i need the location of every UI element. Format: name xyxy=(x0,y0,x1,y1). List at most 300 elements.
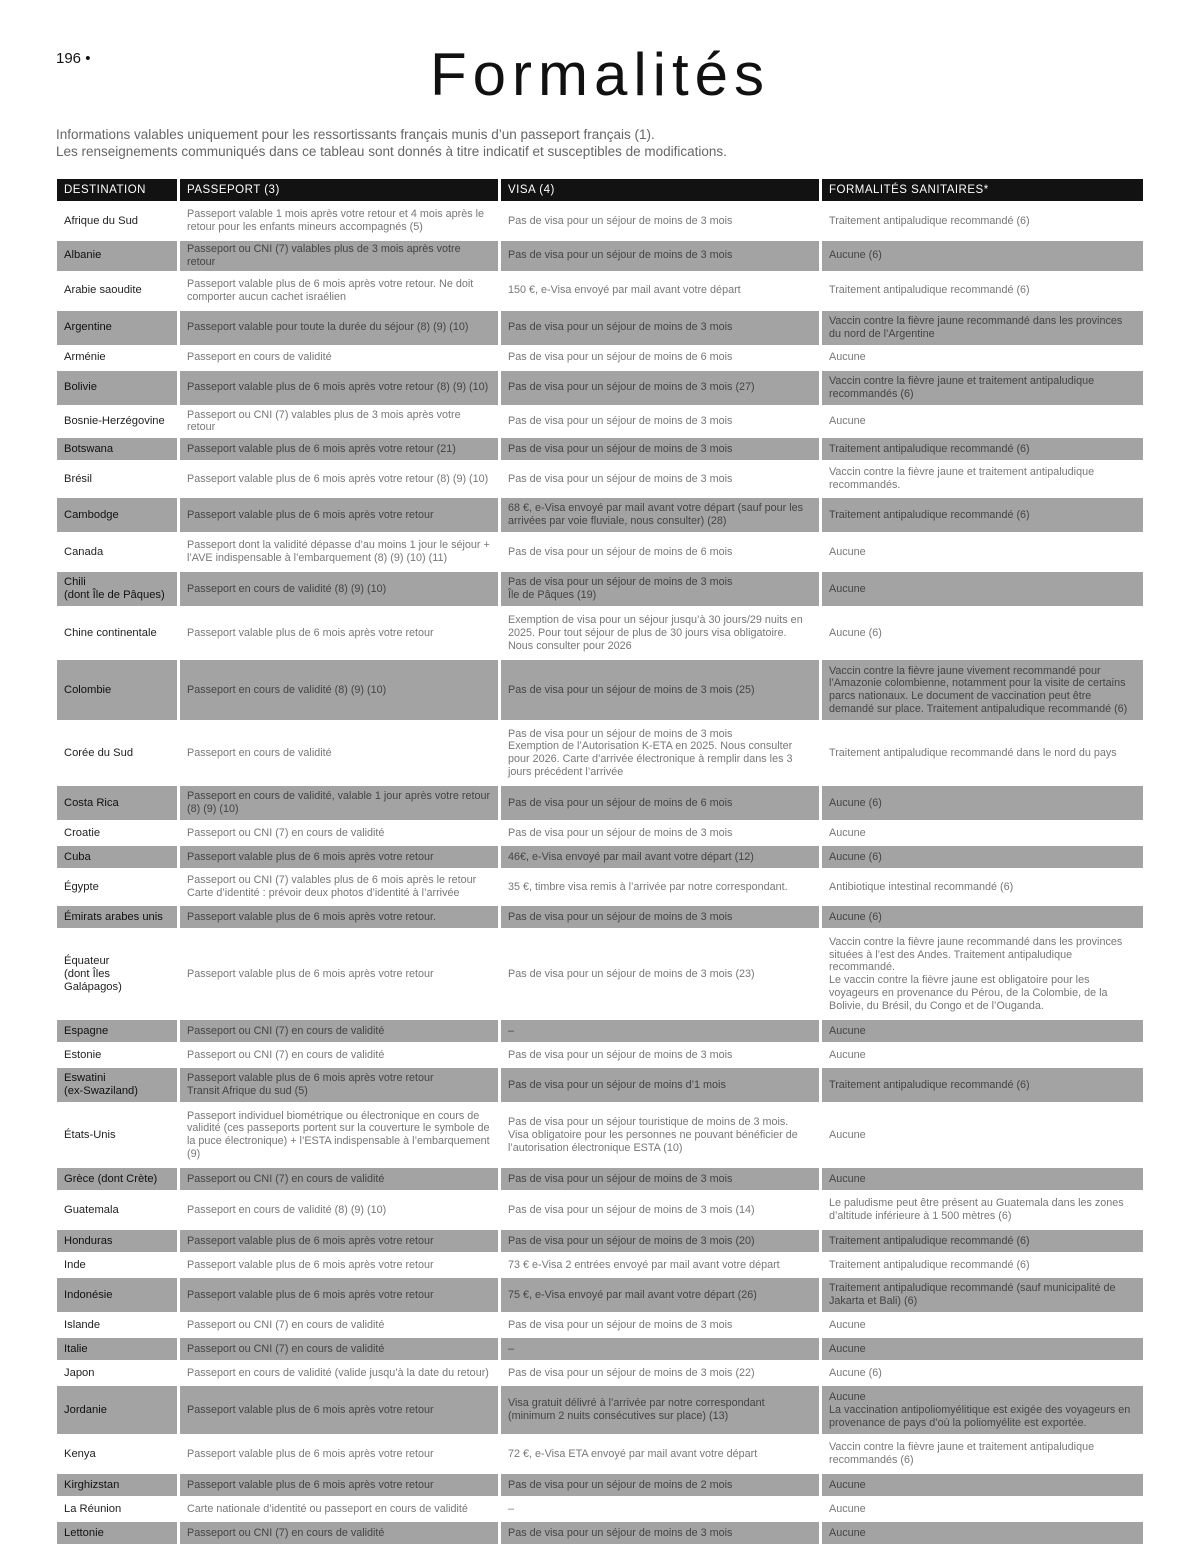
cell-text: Aucune (6) xyxy=(829,626,882,639)
health-cell xyxy=(822,820,1143,844)
cell-text: 75 €, e-Visa envoyé par mail avant votre départ (26) xyxy=(508,1288,757,1301)
health-cell xyxy=(822,904,1143,928)
visa-cell xyxy=(501,405,822,437)
destination-cell xyxy=(57,1042,180,1066)
health-cell xyxy=(822,606,1143,658)
visa-cell xyxy=(501,1228,822,1252)
cell-text: Aucune xyxy=(829,1048,866,1061)
destination-cell xyxy=(57,606,180,658)
cell-text: Passeport valable plus de 6 mois après votre retour. xyxy=(187,910,437,923)
destination-cell xyxy=(57,201,180,239)
cell-text: Île de Pâques (19) xyxy=(508,589,597,602)
cell-text: Passeport ou CNI (7) en cours de validité xyxy=(187,1024,385,1037)
cell-text: Pas de visa pour un séjour de moins de 6 mois xyxy=(508,796,733,809)
cell-text: Pas de visa pour un séjour de moins de 6 mois xyxy=(508,545,733,558)
table-row xyxy=(57,201,1143,239)
cell-text: Passeport valable plus de 6 mois après votre retour xyxy=(187,1258,434,1271)
cell-text: Pas de visa pour un séjour de moins de 3 mois xyxy=(508,249,733,262)
cell-text: Passeport dont la validité dépasse d’au moins 1 jour le séjour + l’AVE indispensable à l’embarquement (8) (9) (10) (11) xyxy=(187,539,490,565)
passport-cell xyxy=(180,1042,501,1066)
table-row xyxy=(57,868,1143,904)
cell-text: Passeport en cours de validité xyxy=(187,351,332,364)
passport-cell xyxy=(180,271,501,309)
cell-text: 46€, e-Visa envoyé par mail avant votre départ (12) xyxy=(508,850,754,863)
cell-text: Pas de visa pour un séjour de moins de 3 mois xyxy=(508,214,733,227)
visa-cell xyxy=(501,1190,822,1228)
visa-cell xyxy=(501,1042,822,1066)
health-cell xyxy=(822,369,1143,405)
cell-text: Passeport ou CNI (7) en cours de validité xyxy=(187,826,385,839)
health-cell xyxy=(822,1228,1143,1252)
visa-cell xyxy=(501,532,822,570)
cell-text: Passeport ou CNI (7) en cours de validité xyxy=(187,1526,385,1539)
table-row xyxy=(57,496,1143,532)
cell-text: Pas de visa pour un séjour de moins d’1 mois xyxy=(508,1078,726,1091)
passport-cell xyxy=(180,369,501,405)
cell-text: Vaccin contre la fièvre jaune vivement recommandé pour l’Amazonie colombienne, notamment pour la visite de certains parcs nationaux. Le document de vaccination peut être demandé sur place. Traitement antipaludique recommandé (6) xyxy=(829,664,1128,715)
destination-cell xyxy=(57,784,180,820)
cell-text: Pas de visa pour un séjour touristique de moins de 3 mois. Visa obligatoire pour les personnes ne pouvant bénéficier de l’autorisation électronique ESTA (10) xyxy=(508,1115,798,1154)
passport-cell xyxy=(180,460,501,496)
destination-cell xyxy=(57,1434,180,1472)
table-row xyxy=(57,1228,1143,1252)
table-row xyxy=(57,1102,1143,1166)
visa-cell xyxy=(501,658,822,720)
table-row xyxy=(57,1336,1143,1360)
passport-cell xyxy=(180,345,501,369)
health-cell xyxy=(822,1520,1143,1544)
passport-cell xyxy=(180,1520,501,1544)
cell-text: Le vaccin contre la fièvre jaune est obligatoire pour les voyageurs en provenance du Pérou, de la Colombie, de la Bolivie, du Brésil, du Congo et de l’Ouganda. xyxy=(829,974,1108,1012)
passport-cell xyxy=(180,1228,501,1252)
cell-text: Corée du Sud xyxy=(64,746,134,759)
health-cell xyxy=(822,496,1143,532)
cell-text: Passeport valable plus de 6 mois après votre retour (8) (9) (10) xyxy=(187,472,489,485)
cell-text: Aucune (6) xyxy=(829,1366,882,1379)
destination-cell xyxy=(57,1102,180,1166)
passport-cell xyxy=(180,1312,501,1336)
cell-text: Espagne xyxy=(64,1024,109,1037)
cell-text: Passeport en cours de validité (8) (9) (10) xyxy=(187,683,387,696)
cell-text: Passeport valable plus de 6 mois après votre retour xyxy=(187,1447,434,1460)
visa-cell xyxy=(501,1336,822,1360)
destination-cell xyxy=(57,436,180,460)
destination-cell xyxy=(57,1472,180,1496)
destination-cell xyxy=(57,369,180,405)
intro-line: Les renseignements communiqués dans ce tableau sont donnés à titre indicatif et susceptibles de modifications. xyxy=(56,144,727,159)
cell-text: Pas de visa pour un séjour de moins de 3 mois xyxy=(508,414,733,427)
passport-cell xyxy=(180,658,501,720)
cell-text: Chine continentale xyxy=(64,626,157,639)
cell-text: Traitement antipaludique recommandé dans le nord du pays xyxy=(829,746,1117,759)
destination-cell xyxy=(57,1228,180,1252)
table-row xyxy=(57,436,1143,460)
passport-cell xyxy=(180,784,501,820)
passport-cell xyxy=(180,1336,501,1360)
health-cell xyxy=(822,1042,1143,1066)
health-cell xyxy=(822,928,1143,1018)
passport-cell xyxy=(180,904,501,928)
health-cell xyxy=(822,239,1143,271)
table-row xyxy=(57,1520,1143,1544)
cell-text: Passeport valable plus de 6 mois après votre retour xyxy=(187,1478,434,1491)
cell-text: Passeport ou CNI (7) valables plus de 3 mois après votre retour xyxy=(187,243,461,268)
table-row xyxy=(57,1434,1143,1472)
cell-text: Bolivie xyxy=(64,381,97,394)
cell-text: Passeport en cours de validité (8) (9) (10) xyxy=(187,1203,387,1216)
cell-text: Italie xyxy=(64,1342,88,1355)
cell-text: Visa gratuit délivré à l’arrivée par notre correspondant (minimum 2 nuits consécutives sur place) (13) xyxy=(508,1397,765,1423)
cell-text: Aucune (6) xyxy=(829,249,882,262)
cell-text: Émirats arabes unis xyxy=(64,910,163,923)
visa-cell xyxy=(501,1252,822,1276)
visa-cell xyxy=(501,1360,822,1384)
health-cell xyxy=(822,271,1143,309)
cell-text: Bosnie-Herzégovine xyxy=(64,414,165,427)
destination-cell xyxy=(57,1190,180,1228)
destination-cell xyxy=(57,1252,180,1276)
visa-cell xyxy=(501,369,822,405)
table-row xyxy=(57,1360,1143,1384)
destination-cell xyxy=(57,1166,180,1190)
cell-text: Pas de visa pour un séjour de moins de 3 mois xyxy=(508,910,733,923)
visa-cell xyxy=(501,1472,822,1496)
cell-text: Passeport en cours de validité xyxy=(187,746,332,759)
destination-cell xyxy=(57,496,180,532)
visa-cell xyxy=(501,271,822,309)
formalities-table xyxy=(57,179,1143,1544)
header-passport: PASSEPORT (3) xyxy=(180,179,501,201)
cell-text: Passeport valable plus de 6 mois après votre retour xyxy=(187,1403,434,1416)
passport-cell xyxy=(180,1166,501,1190)
cell-text: Cambodge xyxy=(64,508,119,521)
table-row xyxy=(57,844,1143,868)
destination-cell xyxy=(57,1276,180,1312)
health-cell xyxy=(822,1276,1143,1312)
cell-text: Aucune xyxy=(829,1390,866,1403)
visa-cell xyxy=(501,1384,822,1434)
health-cell xyxy=(822,1190,1143,1228)
table-row xyxy=(57,271,1143,309)
cell-text: Pas de visa pour un séjour de moins de 3 mois xyxy=(508,472,733,485)
cell-text: Inde xyxy=(64,1258,86,1271)
cell-text: Passeport ou CNI (7) valables plus de 3 mois après votre retour xyxy=(187,408,461,434)
cell-text: Kirghizstan xyxy=(64,1478,120,1491)
cell-text: (dont Île de Pâques) xyxy=(64,589,165,602)
cell-text: Pas de visa pour un séjour de moins de 2 mois xyxy=(508,1478,733,1491)
passport-cell xyxy=(180,1018,501,1042)
cell-text: Passeport en cours de validité (valide jusqu’à la date du retour) xyxy=(187,1366,489,1379)
passport-cell xyxy=(180,532,501,570)
cell-text: Passeport ou CNI (7) en cours de validité xyxy=(187,1172,385,1185)
table-row xyxy=(57,820,1143,844)
cell-text: Honduras xyxy=(64,1234,113,1247)
cell-text: Passeport ou CNI (7) en cours de validité xyxy=(187,1048,385,1061)
health-cell xyxy=(822,345,1143,369)
table-row xyxy=(57,1042,1143,1066)
cell-text: États-Unis xyxy=(64,1128,116,1141)
cell-text: Passeport valable plus de 6 mois après votre retour xyxy=(187,1234,434,1247)
cell-text: 150 €, e-Visa envoyé par mail avant votre départ xyxy=(508,284,741,297)
visa-cell xyxy=(501,720,822,784)
destination-cell xyxy=(57,271,180,309)
destination-cell xyxy=(57,460,180,496)
visa-cell xyxy=(501,820,822,844)
cell-text: Vaccin contre la fièvre jaune et traitement antipaludique recommandés. xyxy=(829,466,1095,492)
cell-text: – xyxy=(508,1342,515,1355)
destination-cell xyxy=(57,532,180,570)
passport-cell xyxy=(180,820,501,844)
destination-cell xyxy=(57,658,180,720)
table-row xyxy=(57,345,1143,369)
destination-cell xyxy=(57,1066,180,1102)
destination-cell xyxy=(57,820,180,844)
cell-text: Traitement antipaludique recommandé (6) xyxy=(829,1078,1030,1091)
cell-text: Lettonie xyxy=(64,1526,104,1539)
cell-text: Brésil xyxy=(64,472,92,485)
cell-text: Vaccin contre la fièvre jaune recommandé dans les provinces situées à l’est des Andes. Traitement antipaludique recommandé. xyxy=(829,935,1123,974)
table-row xyxy=(57,570,1143,606)
cell-text: 72 €, e-Visa ETA envoyé par mail avant votre départ xyxy=(508,1447,758,1460)
cell-text: Traitement antipaludique recommandé (6) xyxy=(829,508,1030,521)
table-row xyxy=(57,1066,1143,1102)
cell-text: Aucune xyxy=(829,1172,866,1185)
table-row xyxy=(57,658,1143,720)
cell-text: Argentine xyxy=(64,321,112,334)
passport-cell xyxy=(180,928,501,1018)
visa-cell xyxy=(501,844,822,868)
cell-text: Colombie xyxy=(64,683,112,696)
visa-cell xyxy=(501,436,822,460)
cell-text: Passeport valable plus de 6 mois après votre retour xyxy=(187,1072,434,1085)
health-cell xyxy=(822,1384,1143,1434)
cell-text: Kenya xyxy=(64,1447,96,1460)
cell-text: Cuba xyxy=(64,850,91,863)
cell-text: Eswatini xyxy=(64,1072,106,1085)
table-row xyxy=(57,369,1143,405)
cell-text: Exemption de l’Autorisation K-ETA en 2025. Nous consulter pour 2026. Carte d’arrivée électronique à remplir dans les 3 jours précédent l’arrivée xyxy=(508,740,793,778)
cell-text: Pas de visa pour un séjour de moins de 3 mois xyxy=(508,1318,733,1331)
passport-cell xyxy=(180,1360,501,1384)
visa-cell xyxy=(501,345,822,369)
cell-text: Passeport ou CNI (7) en cours de validité xyxy=(187,1318,385,1331)
cell-text: Pas de visa pour un séjour de moins de 3 mois (20) xyxy=(508,1234,755,1247)
destination-cell xyxy=(57,239,180,271)
table-row xyxy=(57,1276,1143,1312)
passport-cell xyxy=(180,1102,501,1166)
cell-text: Transit Afrique du sud (5) xyxy=(187,1085,308,1098)
destination-cell xyxy=(57,1384,180,1434)
health-cell xyxy=(822,1496,1143,1520)
cell-text: Aucune xyxy=(829,582,866,595)
table-row xyxy=(57,460,1143,496)
cell-text: Aucune xyxy=(829,1502,866,1515)
table-row xyxy=(57,904,1143,928)
cell-text: Carte nationale d’identité ou passeport en cours de validité xyxy=(187,1502,468,1515)
cell-text: (ex-Swaziland) xyxy=(64,1085,138,1098)
cell-text: Pas de visa pour un séjour de moins de 3 mois xyxy=(508,1172,733,1185)
cell-text: Chili xyxy=(64,576,86,589)
passport-cell xyxy=(180,1472,501,1496)
cell-text: 73 € e-Visa 2 entrées envoyé par mail avant votre départ xyxy=(508,1258,780,1271)
passport-cell xyxy=(180,868,501,904)
cell-text: Vaccin contre la fièvre jaune recommandé dans les provinces du nord de l’Argentine xyxy=(829,314,1123,340)
cell-text: Aucune xyxy=(829,1128,866,1141)
cell-text: Traitement antipaludique recommandé (6) xyxy=(829,1258,1030,1271)
cell-text: Aucune xyxy=(829,545,866,558)
cell-text: – xyxy=(508,1502,515,1515)
header-visa: VISA (4) xyxy=(501,179,822,201)
cell-text: Grèce (dont Crète) xyxy=(64,1172,158,1185)
health-cell xyxy=(822,1066,1143,1102)
cell-text: Estonie xyxy=(64,1048,102,1061)
passport-cell xyxy=(180,844,501,868)
passport-cell xyxy=(180,1384,501,1434)
cell-text: Vaccin contre la fièvre jaune et traitement antipaludique recommandés (6) xyxy=(829,374,1095,400)
passport-cell xyxy=(180,1190,501,1228)
cell-text: Pas de visa pour un séjour de moins de 3 mois xyxy=(508,1048,733,1061)
passport-cell xyxy=(180,201,501,239)
passport-cell xyxy=(180,1066,501,1102)
cell-text: Aucune xyxy=(829,1526,866,1539)
health-cell xyxy=(822,309,1143,345)
visa-cell xyxy=(501,928,822,1018)
passport-cell xyxy=(180,436,501,460)
cell-text: Passeport valable pour toute la durée du séjour (8) (9) (10) xyxy=(187,321,469,334)
table-row xyxy=(57,1312,1143,1336)
cell-text: Islande xyxy=(64,1318,101,1331)
page-title: Formalités xyxy=(429,41,771,108)
destination-cell xyxy=(57,309,180,345)
cell-text: Aucune xyxy=(829,1318,866,1331)
visa-cell xyxy=(501,496,822,532)
cell-text: Pas de visa pour un séjour de moins de 3 mois (23) xyxy=(508,967,755,980)
visa-cell xyxy=(501,904,822,928)
health-cell xyxy=(822,720,1143,784)
cell-text: (dont Îles Galápagos) xyxy=(64,967,122,993)
cell-text: Afrique du Sud xyxy=(64,214,139,227)
cell-text: Passeport individuel biométrique ou électronique en cours de validité (ces passeports portent sur la couverture le symbole de la puce électronique) + l’ESTA indispensable à l’embarquement (9) xyxy=(187,1109,490,1160)
cell-text: Aucune xyxy=(829,1478,866,1491)
destination-cell xyxy=(57,405,180,437)
passport-cell xyxy=(180,1276,501,1312)
cell-text: Passeport valable plus de 6 mois après votre retour (8) (9) (10) xyxy=(187,381,489,394)
destination-cell xyxy=(57,928,180,1018)
cell-text: Canada xyxy=(64,545,104,558)
health-cell xyxy=(822,868,1143,904)
visa-cell xyxy=(501,239,822,271)
destination-cell xyxy=(57,1496,180,1520)
table-row xyxy=(57,928,1143,1018)
table-row xyxy=(57,532,1143,570)
table-row xyxy=(57,239,1143,271)
cell-text: Jordanie xyxy=(64,1403,107,1416)
visa-cell xyxy=(501,868,822,904)
destination-cell xyxy=(57,868,180,904)
cell-text: Arabie saoudite xyxy=(64,284,142,297)
health-cell xyxy=(822,1360,1143,1384)
health-cell xyxy=(822,1336,1143,1360)
cell-text: Passeport valable plus de 6 mois après votre retour xyxy=(187,967,434,980)
cell-text: Pas de visa pour un séjour de moins de 3 mois (25) xyxy=(508,683,755,696)
table-header-row xyxy=(57,179,1143,201)
health-cell xyxy=(822,1166,1143,1190)
health-cell xyxy=(822,570,1143,606)
header-health: FORMALITÉS SANITAIRES* xyxy=(822,179,1143,201)
cell-text: Antibiotique intestinal recommandé (6) xyxy=(829,880,1014,893)
visa-cell xyxy=(501,784,822,820)
cell-text: Croatie xyxy=(64,826,101,839)
cell-text: Exemption de visa pour un séjour jusqu’à 30 jours/29 nuits en 2025. Pour tout séjour de plus de 30 jours visa obligatoire. Nous consulter pour 2026 xyxy=(508,613,803,652)
intro-text xyxy=(56,126,1146,160)
passport-cell xyxy=(180,1252,501,1276)
cell-text: Passeport valable 1 mois après votre retour et 4 mois après le retour pour les enfants mineurs accompagnés (5) xyxy=(187,208,485,233)
health-cell xyxy=(822,405,1143,437)
cell-text: Pas de visa pour un séjour de moins de 3 mois xyxy=(508,442,733,455)
health-cell xyxy=(822,460,1143,496)
cell-text: Passeport valable plus de 6 mois après votre retour xyxy=(187,850,434,863)
destination-cell xyxy=(57,345,180,369)
cell-text: Traitement antipaludique recommandé (6) xyxy=(829,214,1030,227)
cell-text: Équateur xyxy=(64,954,110,967)
cell-text: Traitement antipaludique recommandé (sauf municipalité de Jakarta et Bali) (6) xyxy=(829,1282,1116,1308)
health-cell xyxy=(822,658,1143,720)
destination-cell xyxy=(57,720,180,784)
destination-cell xyxy=(57,1520,180,1544)
table-row xyxy=(57,1018,1143,1042)
cell-text: Aucune xyxy=(829,1342,866,1355)
table-row xyxy=(57,405,1143,437)
passport-cell xyxy=(180,405,501,437)
destination-cell xyxy=(57,1018,180,1042)
visa-cell xyxy=(501,1166,822,1190)
visa-cell xyxy=(501,1434,822,1472)
table-body xyxy=(57,201,1143,1544)
health-cell xyxy=(822,201,1143,239)
cell-text: Égypte xyxy=(64,880,99,893)
cell-text: Aucune (6) xyxy=(829,850,882,863)
cell-text: – xyxy=(508,1024,515,1037)
cell-text: Pas de visa pour un séjour de moins de 3 mois xyxy=(508,1526,733,1539)
destination-cell xyxy=(57,1312,180,1336)
cell-text: Pas de visa pour un séjour de moins de 3 mois (14) xyxy=(508,1203,755,1216)
health-cell xyxy=(822,784,1143,820)
cell-text: Traitement antipaludique recommandé (6) xyxy=(829,1234,1030,1247)
cell-text: Traitement antipaludique recommandé (6) xyxy=(829,284,1030,297)
cell-text: 35 €, timbre visa remis à l’arrivée par notre correspondant. xyxy=(508,880,788,893)
cell-text: Passeport en cours de validité, valable 1 jour après votre retour (8) (9) (10) xyxy=(187,790,491,816)
cell-text: Japon xyxy=(64,1366,95,1379)
cell-text: Albanie xyxy=(64,249,102,262)
table-row xyxy=(57,1252,1143,1276)
cell-text: Passeport valable plus de 6 mois après votre retour xyxy=(187,626,434,639)
cell-text: Passeport ou CNI (7) en cours de validité xyxy=(187,1342,385,1355)
header-destination: DESTINATION xyxy=(57,179,180,201)
cell-text: Passeport valable plus de 6 mois après votre retour (21) xyxy=(187,442,456,455)
passport-cell xyxy=(180,239,501,271)
cell-text: La vaccination antipoliomyélitique est exigée des voyageurs en provenance de pays d’où la poliomyélite est exportée. xyxy=(829,1403,1131,1429)
visa-cell xyxy=(501,1496,822,1520)
destination-cell xyxy=(57,1360,180,1384)
passport-cell xyxy=(180,720,501,784)
page-number: 196 • xyxy=(56,50,91,67)
intro-line: Informations valables uniquement pour les ressortissants français munis d’un passeport français (1). xyxy=(56,127,655,142)
visa-cell xyxy=(501,1102,822,1166)
cell-text: Pas de visa pour un séjour de moins de 3 mois xyxy=(508,321,733,334)
cell-text: Botswana xyxy=(64,442,114,455)
table-row xyxy=(57,1472,1143,1496)
cell-text: Aucune xyxy=(829,414,866,427)
